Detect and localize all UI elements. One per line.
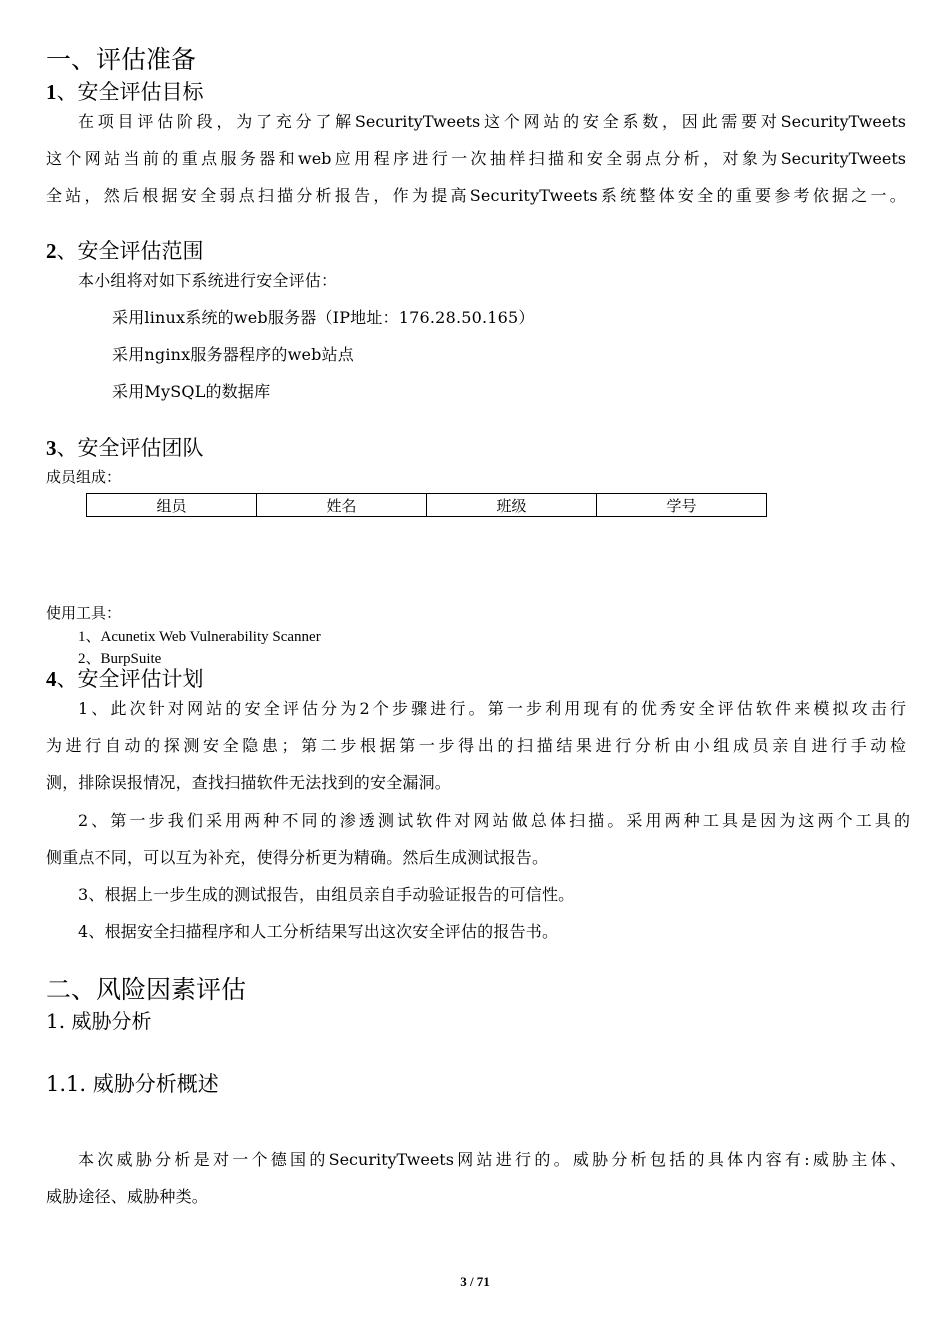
subheading-team — [46, 432, 204, 462]
members-table — [86, 493, 767, 517]
plan-p2-line-1: 2、第一步我们采用两种不同的渗透测试软件对网站做总体扫描。采用两种工具是因为这两个工具的 — [78, 811, 910, 830]
plan-p3: 3、根据上一步生成的测试报告，由组员亲自手动验证报告的可信性。 — [78, 885, 575, 904]
column-header-class: 班级 — [427, 494, 597, 517]
subheading-number: 4 — [46, 667, 57, 691]
subheading-text: 、安全评估范围 — [56, 239, 204, 263]
subheading-text: 、安全评估目标 — [56, 80, 204, 104]
goal-line-1: 在项目评估阶段，为了充分了解SecurityTweets这个网站的安全系数，因此需要对SecurityTweets — [78, 112, 906, 131]
plan-p4: 4、根据安全扫描程序和人工分析结果写出这次安全评估的报告书。 — [78, 922, 559, 941]
members-label: 成员组成： — [46, 470, 122, 486]
scope-intro: 本小组将对如下系统进行安全评估： — [78, 271, 338, 290]
threat-para-line-2: 威胁途径、威胁种类。 — [46, 1187, 209, 1206]
scope-item: 采用nginx服务器程序的web站点 — [112, 345, 354, 364]
subheading-text: 、安全评估计划 — [56, 667, 204, 691]
page-number: 3 / 71 — [460, 1274, 490, 1289]
tool-item: 1、Acunetix Web Vulnerability Scanner — [78, 629, 321, 645]
subheading-number: 3 — [46, 436, 57, 460]
tool-item: 2、BurpSuite — [78, 651, 162, 667]
subheading-text: 、安全评估团队 — [56, 436, 204, 460]
section-heading-preparation: 一、评估准备 — [46, 45, 197, 74]
subheading-number: 2 — [46, 239, 57, 263]
scope-item: 采用linux系统的web服务器（IP地址：176.28.50.165） — [112, 308, 535, 327]
plan-p1-line-3: 测，排除误报情况，查找扫描软件无法找到的安全漏洞。 — [46, 773, 452, 792]
plan-p1-line-2: 为进行自动的探测安全隐患；第二步根据第一步得出的扫描结果进行分析由小组成员亲自进行手动检 — [46, 736, 906, 755]
section-heading-risk: 二、风险因素评估 — [46, 975, 247, 1004]
plan-p1-line-1: 1、此次针对网站的安全评估分为2个步骤进行。第一步利用现有的优秀安全评估软件来模拟攻击行 — [78, 699, 906, 718]
subheading-threat-overview: 1.1. 威胁分析概述 — [46, 1072, 219, 1096]
subheading-goal — [46, 76, 204, 106]
subheading-number: 1 — [46, 80, 57, 104]
tools-label: 使用工具： — [46, 606, 122, 622]
subheading-scope — [46, 235, 204, 265]
table-header-row — [87, 494, 767, 517]
column-header-student-id: 学号 — [597, 494, 767, 517]
subheading-threat-analysis: 1. 威胁分析 — [46, 1009, 152, 1033]
plan-p2-line-2: 侧重点不同，可以互为补充，使得分析更为精确。然后生成测试报告。 — [46, 848, 549, 867]
goal-line-3: 全站，然后根据安全弱点扫描分析报告，作为提高SecurityTweets系统整体安全的重要参考依据之一。 — [46, 186, 906, 205]
column-header-name: 姓名 — [257, 494, 427, 517]
scope-item: 采用MySQL的数据库 — [112, 382, 271, 401]
column-header-member: 组员 — [87, 494, 257, 517]
threat-para-line-1: 本次威胁分析是对一个德国的SecurityTweets网站进行的。威胁分析包括的具体内容有:威胁主体、 — [78, 1150, 906, 1169]
subheading-plan — [46, 663, 204, 693]
goal-line-2: 这个网站当前的重点服务器和web应用程序进行一次抽样扫描和安全弱点分析，对象为SecurityTweets — [46, 149, 906, 168]
